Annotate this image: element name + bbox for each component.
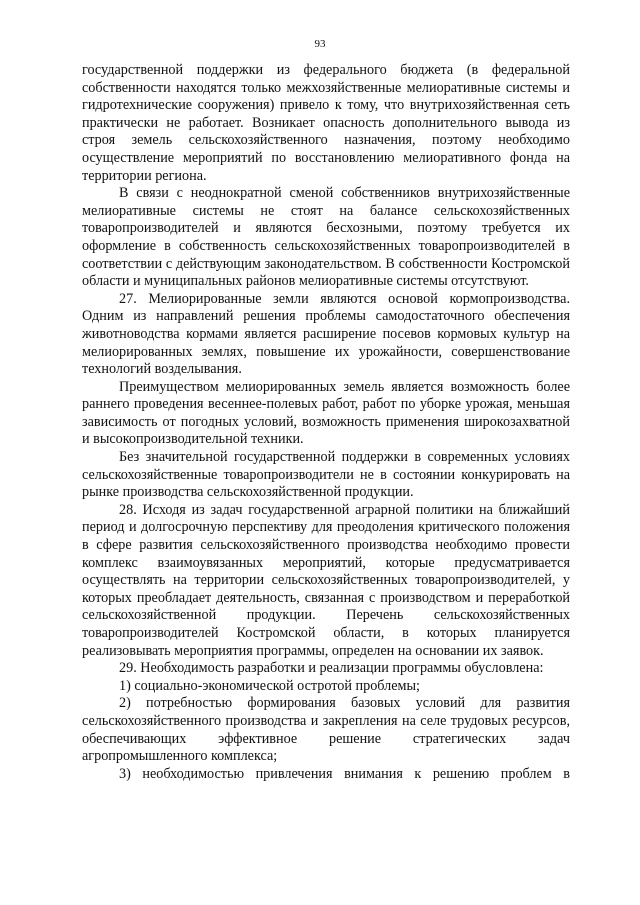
paragraph-advantages: Преимуществом мелиорированных земель является возможность более раннего проведения весеннее-полевых работ, работ по уборке урожая, меньшая зависимость от погодных условий, возможность применения широкозахватной и высокопроизводительной техники. bbox=[82, 378, 570, 448]
paragraph-ownership: В связи с неоднократной сменой собственников внутрихозяйственные мелиоративные системы не стоят на балансе сельскохозяйственных товаропроизводителей и являются бесхозными, поэтому требуется их оформление в собственность сельскохозяйственных товаропроизводителей в соответствии с действующим законодательством. В собственности Костромской области и муниципальных районов мелиоративные системы отсутствуют. bbox=[82, 185, 570, 290]
list-item-2: 2) потребностью формирования базовых условий для развития сельскохозяйственного производства и закрепления на селе трудовых ресурсов, обеспечивающих эффективное решение стратегических задач агропромышленного комплекса; bbox=[82, 695, 570, 765]
paragraph-27: 27. Мелиорированные земли являются основой кормопроизводства. Одним из направлений решения проблемы самодостаточного обеспечения животноводства кормами является расширение посевов кормовых культур на мелиорированных землях, повышение их урожайности, совершенствование технологий возделывания. bbox=[82, 290, 570, 378]
paragraph-continuation: государственной поддержки из федерального бюджета (в федеральной собственности находятся только межхозяйственные мелиоративные системы и гидротехнические сооружения) привело к тому, что внутрихозяйственная сеть практически не работает. Возникает опасность дополнительного вывода из строя земель сельскохозяйственного назначения, поэтому необходимо осуществление мероприятий по восстановлению мелиоративного фонда на территории региона. bbox=[82, 62, 570, 184]
paragraph-29: 29. Необходимость разработки и реализации программы обусловлена: bbox=[119, 660, 544, 677]
body-text bbox=[82, 62, 570, 783]
paragraph-state-support: Без значительной государственной поддержки в современных условиях сельскохозяйственные товаропроизводители не в состоянии конкурировать на рынке производства сельскохозяйственной продукции. bbox=[82, 449, 570, 501]
list-item-3: 3) необходимостью привлечения внимания к решению проблем в bbox=[119, 765, 570, 782]
page-number: 93 bbox=[314, 38, 326, 50]
list-item-1: 1) социально-экономической остротой проблемы; bbox=[119, 677, 420, 694]
paragraph-28: 28. Исходя из задач государственной аграрной политики на ближайший период и долгосрочную перспективу для преодоления критического положения в сфере развития сельскохозяйственного производства необходимо провести комплекс взаимоувязанных мероприятий, которые предусматривается осуществлять на территории сельскохозяйственных товаропроизводителей, у которых преобладает деятельность, связанная с производством и переработкой сельскохозяйственной продукции. Перечень сельскохозяйственных товаропроизводителей Костромской области, в которых планируется реализовывать мероприятия программы, определен на основании их заявок. bbox=[82, 501, 570, 659]
